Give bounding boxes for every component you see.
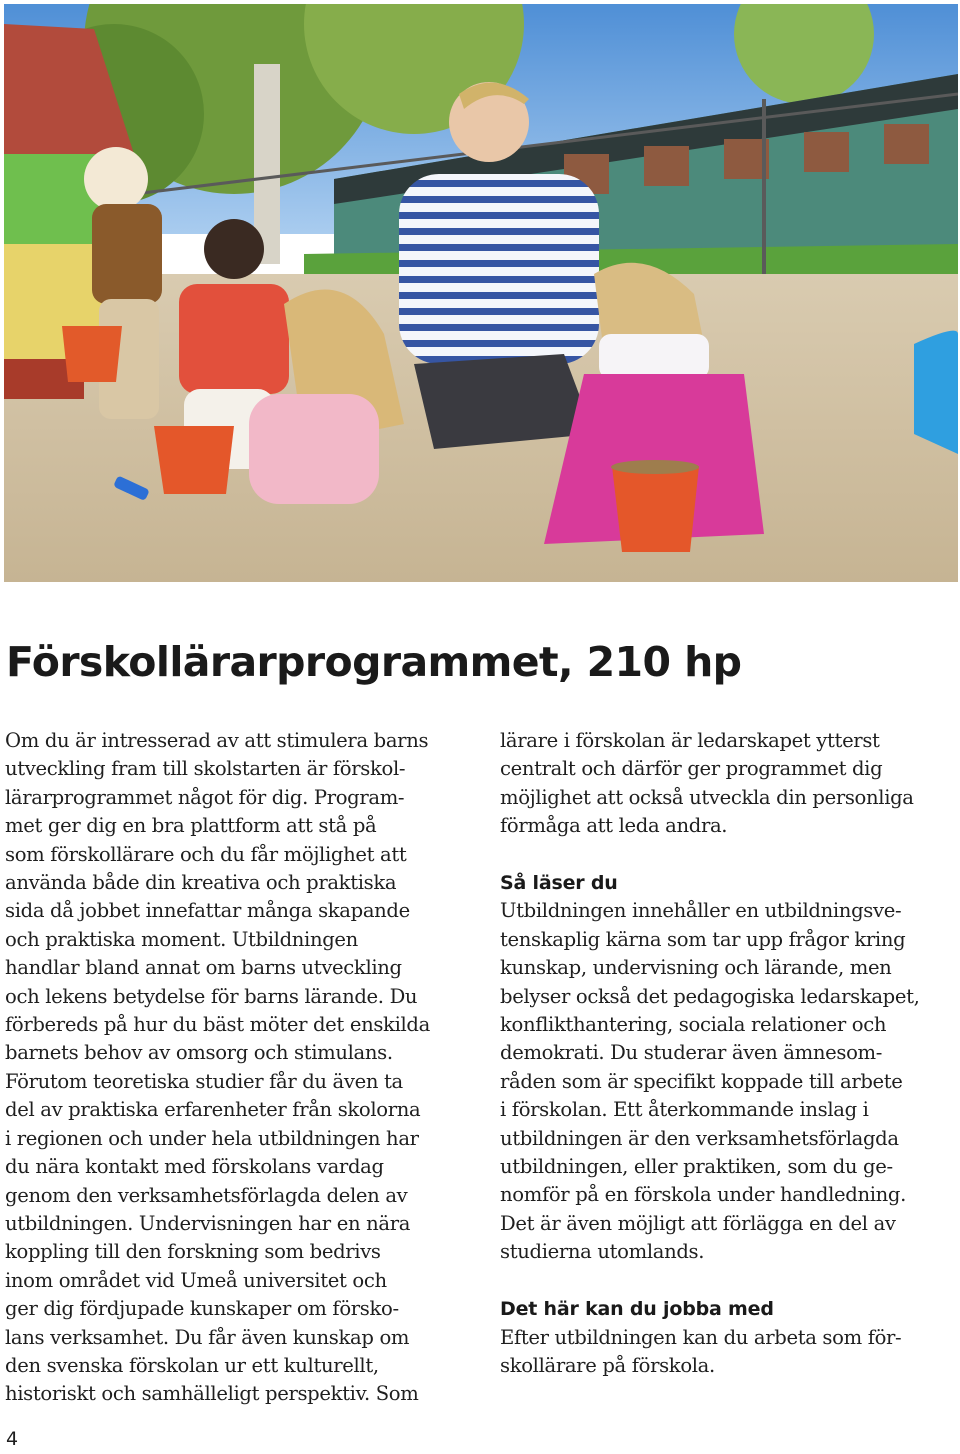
page-number: 4 bbox=[6, 1428, 19, 1450]
section-text-jobba-med: Efter utbildningen kan du arbeta som för- skollärare på förskola. bbox=[500, 1325, 902, 1377]
page-title: Förskollärarprogrammet, 210 hp bbox=[6, 638, 742, 686]
photo-children-in-sandbox-icon bbox=[4, 4, 958, 582]
left-body-text: Om du är intresserad av att stimulera barns utveckling fram till skolstarten är förskol- lärarprogrammet något för dig. Program- met ger dig en bra plattform att stå på som förskollärare och du får möjlighet att använda både din kreativa och praktiska sida då jobbet innefattar många skapande och praktiska moment. Utbildningen handlar bland annat om barns utveckling och lekens betydelse för barns lärande. Du förbereds på hur du bäst möter det enskilda barnets behov av omsorg och stimulans. Förutom teoretiska studier får du även ta del av praktiska erfarenheter från skolorna i regionen och under hela utbildningen har du nära kontakt med förskolans vardag genom den verksamhetsförlagda delen av utbildningen. Undervisningen har en nära koppling till den forskning som bedrivs inom området vid Umeå universitet och ger dig fördjupade kunskaper om förskо- lans verksamhet. Du får även kunskap om den svenska förskolan ur ett kulturellt, historiskt och samhälleligt perspektiv. Som bbox=[5, 729, 430, 1406]
section-heading-sa-laser-du: Så läser du bbox=[500, 872, 618, 895]
hero-photo bbox=[4, 4, 958, 582]
left-column bbox=[5, 727, 475, 1409]
spacer bbox=[500, 841, 950, 869]
right-column bbox=[500, 727, 950, 1380]
spacer bbox=[500, 1267, 950, 1295]
right-intro-text: lärare i förskolan är ledarskapet ytterst centralt och därför ger programmet dig möjlighet att också utveckla din personliga förmåga att leda andra. bbox=[500, 729, 914, 838]
section-heading-jobba-med: Det här kan du jobba med bbox=[500, 1298, 774, 1321]
section-text-sa-laser-du: Utbildningen innehåller en utbildningsve- tenskaplig kärna som tar upp frågor kring kunskap, undervisning och lärande, men belyser också det pedagogiska ledarskapet, konflikthantering, sociala relationer och demokrati. Du studerar även ämnesom- råden som är specifikt koppade till arbete i förskolan. Ett återkommande inslag i utbildningen är den verksamhetsförlagda utbildningen, eller praktiken, som du ge- nomför på en förskola under handledning. Det är även möjligt att förlägga en del av studierna utomlands. bbox=[500, 899, 920, 1264]
